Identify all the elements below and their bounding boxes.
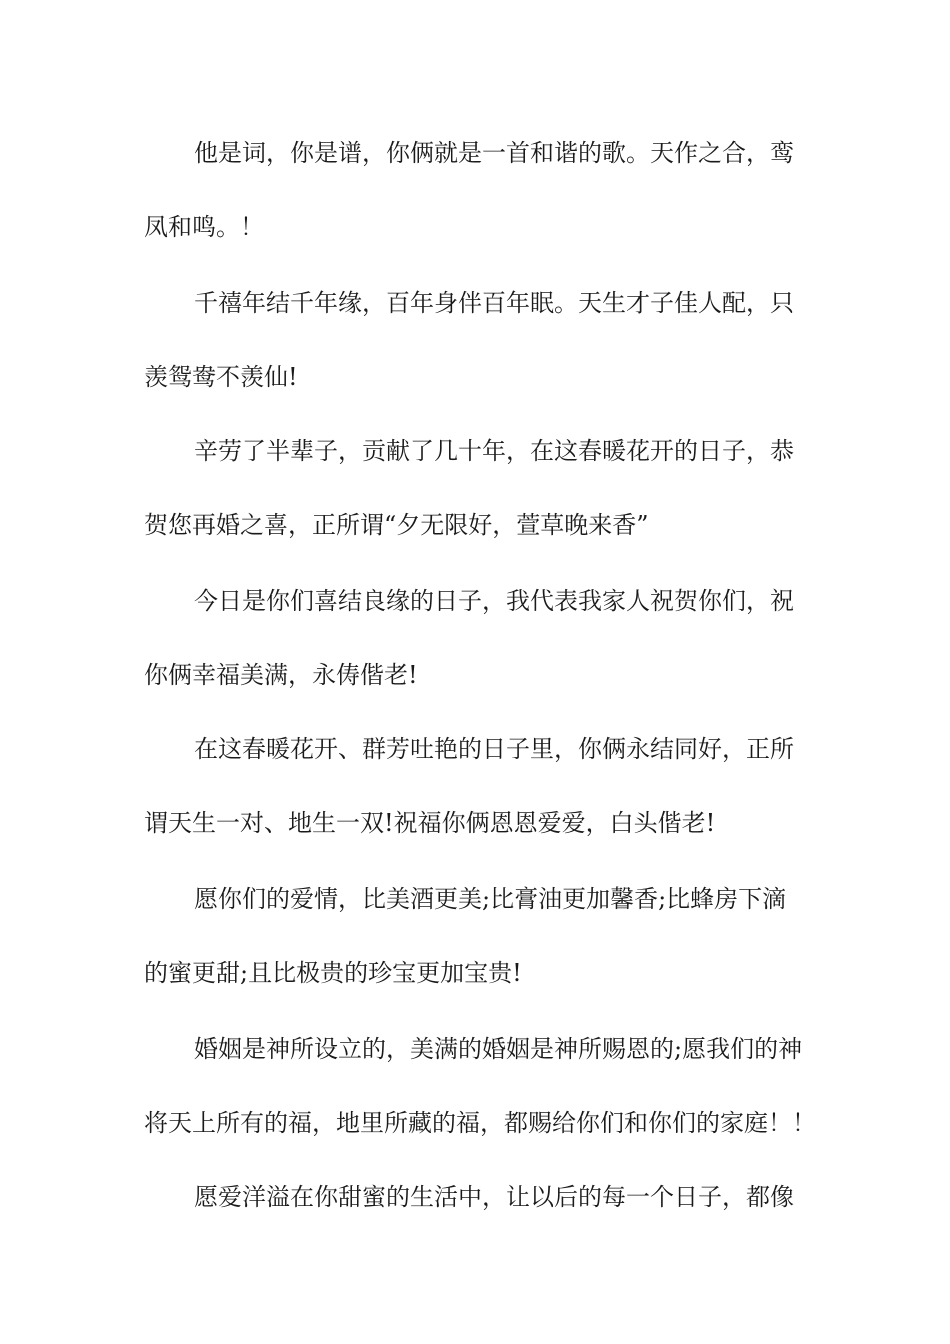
paragraph-2-line-2: 羡鸳鸯不羡仙!	[144, 363, 298, 391]
paragraph-6-line-2: 的蜜更甜;且比极贵的珍宝更加宝贵!	[144, 959, 522, 987]
paragraph-1-line-1: 他是词，你是谱，你俩就是一首和谐的歌。天作之合，鸾	[194, 139, 794, 167]
paragraph-5-line-2: 谓天生一对、地生一双!祝福你俩恩恩爱爱，白头偕老!	[144, 809, 716, 837]
paragraph-2-line-1: 千禧年结千年缘，百年身伴百年眠。天生才子佳人配，只	[194, 289, 794, 317]
paragraph-4-line-1: 今日是你们喜结良缘的日子，我代表我家人祝贺你们，祝	[194, 587, 794, 615]
paragraph-4-line-2: 你俩幸福美满，永俦偕老!	[144, 661, 418, 689]
paragraph-1-line-2: 凤和鸣。！	[144, 213, 264, 241]
paragraph-7-line-1: 婚姻是神所设立的，美满的婚姻是神所赐恩的;愿我们的神	[194, 1035, 803, 1063]
paragraph-5-line-1: 在这春暖花开、群芳吐艳的日子里，你俩永结同好，正所	[194, 735, 794, 763]
paragraph-6-line-1: 愿你们的爱情，比美酒更美;比膏油更加馨香;比蜂房下滴	[194, 885, 787, 913]
paragraph-8-line-1: 愿爱洋溢在你甜蜜的生活中，让以后的每一个日子，都像	[194, 1183, 794, 1211]
paragraph-3-line-2: 贺您再婚之喜，正所谓“夕无限好，萱草晚来香”	[144, 511, 649, 539]
paragraph-3-line-1: 辛劳了半辈子，贡献了几十年，在这春暖花开的日子，恭	[194, 437, 794, 465]
paragraph-7-line-2: 将天上所有的福，地里所藏的福，都赐给你们和你们的家庭！！	[144, 1109, 816, 1137]
